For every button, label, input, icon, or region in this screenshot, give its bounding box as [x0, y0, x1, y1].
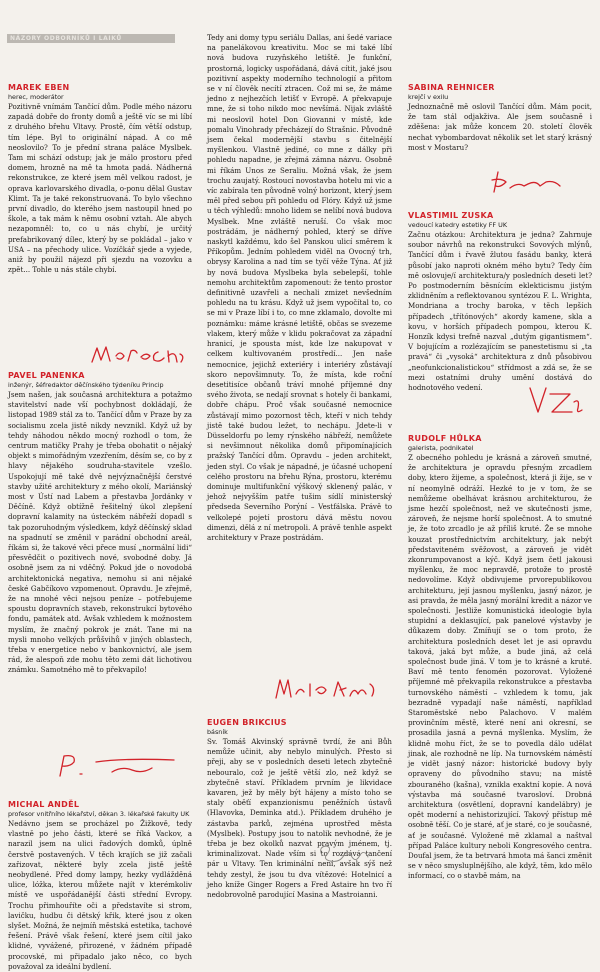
- signature-sabina-rehnicer: [488, 168, 568, 196]
- contributor-text: Jednoznačně mě oslovil Tančící dům. Mám pocit, že tam stál odjakživa. Ale jsem současně i zděšena: jak může koncem 20. století člověk nechat vybombardovat několik set let starý krásný most v Mostaru?: [408, 102, 592, 152]
- contributor-role: galerista, podnikatel: [408, 444, 474, 452]
- contributor-text: Začnu otázkou: Architektura je jedna? Zahrnuje soubor návrhů na rekonstrukci Sovových mlýnů, Tančící dům i řvavě žlutou fasádu banky, která působí jako naproti okném mého bytu? Tedy čím mě oslovuje/í architektura/y posledních deseti let? Po postmoderním běsnícím eklekticismu jistým zklidněním a reflektovanou syntézou F. L. Wrighta, Mondriana a trochy baroka, v těch lepších případech „třítónových“ akordy kamene, skla a kovu, v horších případech pompou, kterou K. Honzík kdysi trefně nazval „dutým gigantismem“. V bojujícím a rozlézajícím se panestetismu si „ta pravá“ či „vysoká“ architektura z dnů působivou „neofunkcionalistickou“ střídmost a zdá se, že se mezi ostatními druhy umění dostává do hodnotového vedení.: [408, 230, 592, 393]
- contributor-text: Pozitivně vnímám Tančící dům. Podle mého názoru zapadá dobře do fronty domů a ještě víc se mi líbí z druhého břehu Vltavy. Prostě, čím větší odstup, tím lépe. Byl to originální nápad. A co mě neoslovilo? To je přední strana paláce Myslbek. Tam mi schází odstup; jak je málo prostoru před domem, hrozně na mě ta hmota padá. Nádherná rekonstrukce, ze které jsem měl velkou radost, je oprava karlovarského divadla, o-ponu dělal Gustav Klimt. Ta je také rekonstruovaná. To bylo všechno první divadlo, do kterého jsem nastoupil hned po škole, a tak mám k němu osobní vztah. Ale abych nezapomněl: to, co u nás chybí, je určitý prefabrikovaný dílec, který by se pokládal – jako v USA – na přechody ulice. Vozíčkář sjede a vyjede, aniž by použil nájezd při sjezdu na vozovku a zpět... Tohle u nás stále chybí.: [8, 102, 192, 275]
- contributor-name: EUGEN BRIKCIUS: [207, 718, 287, 727]
- contributor-pavel-panenka: [8, 371, 192, 747]
- contributor-sabina-rehnicer: [408, 83, 592, 154]
- contributor-text: Sv. Tomáš Akvinský správně tvrdí, že ani Bůh nemůže učinit, aby nebylo minulých. Přesto si přeji, aby se v posledních deseti letech zbytečně nebouralo, což je ještě větší zlo, než když se zbytečně staví. Příkladem prvním je likvidace kavaren, jež by měly být hájeny a místo toho se staly oběťí expanzionismu peněžních ústavů (Hlavovka, Deminka atd.). Příkladem druhého je zástavba parků, zejména uprostřed města (Myslbek). Postupy jsou to natolik nevhodné, že je třeba je bez okolků nazvat pravým jménem, tj. kriminalizovat. Nade vším si to rozdává tančení pár u Vltavy. Ten kriminální není, avšak sýš než tehdy zestyl, že jsou tu dva vítězové: Hotelnicí a jeho kníže Ginger Rogers a Fred Astaire hn tvo ří nedobrovolně parodující Masina a Mastroianni.: [207, 737, 392, 900]
- contributor-text: Tedy ani domy typu seriálu Dallas, ani šedé variace na panelákovou kreativitu. Moc se mi také líbí nová budova ruzyňského letiště. Je funkční, prostorná, logicky uspořádaná, dává cítit, jaké jsou pozitivní aspekty moderního technologií a přitom se v ní člověk necítí ztracen. Což mi se, že máme jedno z nejhezčích letišť v Evropě. A překvapuje mne, že si toho nikdo moc nevšímá. Nijak zvláště mi neoslovil hotel Don Giovanni v místě, kde pomalu Vinohrady přecházejí do Strašnic. Původně jsem čekal modernější stavbu s čitelnější myšlenkou. Vlastně jediné, co mne z dálky při pohledu napadne, je zřejmá zámna názvu. Osobně mi říkám Unos ze Seraliu. Možná však, že jsem trochu zaujatý. Rostoucí novostavba hotelu mi vic a víc zabírala ten původně volný horizont, který jsem měl před sebou při pohledu od Flóry. Když už jsme u těch výhledů: mnoho lidem se nelíbí nová budova Myslbek. Mne zvláště neruší. Co však moc postrádám, je nádherný pohled, který se dříve naskytl každému, kdo šel Panskou ulicí směrem k Příkopům. Jedním pohledem viděl na Ovocný trh, obrysy Karolina a nad tím se tyčí věže Týna. Ať již by nová budova Myslbeka byla sebelepší, tohle nemohu architektům zapomenout: že tento prostor definitivně uzavřeli a nechali zmizet nevšedním pohledu na tu krásu. Když už jsem vypočítal to, co se mi v Praze líbí i to, co mne zklamalo, dovolte mi poznámku: máme krásné letiště, občas se svezeme vlakem, který může v klidu pokračovat za západní hranicí, je spousta míst, kde lze nakupovat v celkem kultivovaném prostředí... Jen naše nemocnice, jejichž exteriéry i interiéry zůstávají skoro nepovšimnuty. To, že místa, kde roční desetitisíce občanů tráví mnohé příjemné dny svého života, se nedají srovnat s hotely či bankami, dobře chápu. Proč však současné nemocnice zůstávají mimo pozornost těch, kteří v nich tehdy jistě také budou ležet, to nechápu. Jdete-li v Düsseldorfu po lemy rýnského nábřeží, nemůžete si nevšimnout několika domů připomínajících pražský Tančící dům. Opravdu – jeden architekt, jeden styl. Co však je nápadné, je účasné uchopení celého prostoru na břehu Rýna, prostoru, kterému dominuje multifunkční výškový sklenený palác, v jehož nejvyšším patře tušim sídlí ministerský předseda Severního Porýní – Vestfálska. Právě to velkolepé pojetí prostoru dává městu novou dimenzi, dělá z ní metropoli. A právě tenhle aspekt architektury v Praze postrádám.: [207, 33, 392, 542]
- signature-vlastimil-zuska: [526, 384, 586, 418]
- contributor-michal-andel-continued: [207, 33, 392, 666]
- contributor-name: MICHAL ANDĚL: [8, 800, 80, 809]
- contributor-rudolf-hulka: [408, 434, 592, 897]
- contributor-name: SABINA REHNICER: [408, 83, 495, 92]
- contributor-text: Jsem našen, jak současná architektura a potažmo stavitelství nade vší pochybnost dokládají, že listopad 1989 stál za to. Tančící dům v Praze by za socialismu zcela jistě nikdy nevznikl. Když už by tehdy náhodou někdo mocný rozhodl o tom, že centrum matičky Prahy je třeba obohatit o nějaký objekt s mimořádným vzezřením, děsím se, co by z hlavy nějakého soudruha-stavitele vzešlo. Uspokojují mě také dvě nejvýznačnější čerstvé stavby užité architektury z mého okolí, Mariánský most v Ústí nad Labem a přestavba Jordánky v Děčíně. Když obtížně řešitelný úkol zlepšení dopravní kalamity na ústeckém nábřeží dopadl s tak pozoruhodným výsledkem, když děčínský sklad na spadnutí se změnil v parádní obchodní areál, říkám si, že takové věci přece musí „normální lidi“ přesvědčit o pozitivech nové, svobodné doby. Já osobně jsem za ni vděčný. Pokud jde o novodobá architektonická negativa, nemohu si ani nějaké české Gabčíkovo vzpomenout. Opravdu. Je zřejmě, že na mnohé věci nejsou peníze – potřebujeme spoustu dopravních staveb, rekonstrukcí bytového fondu, památek atd. Avšak vzhledem k možnostem myslím, že značný pokrok je znát. Tane mi na mysli mnoho velkých průšvihů v jiných oblastech, třeba v energetice nebo v bankovnictví, ale jsem rád, že alespoň zde mohu těto zemi dát lichotivou známku. Samotného mě to překvapilo!: [8, 390, 192, 675]
- contributor-michal-andel: [8, 800, 192, 971]
- contributor-name: VLASTIMIL ZUSKA: [408, 211, 494, 220]
- signature-michal-andel: [272, 672, 382, 702]
- contributor-role: inženýr, šéfredaktor děčínského týdeníku Princip: [8, 381, 164, 389]
- contributor-role: herec, moderátor: [8, 93, 64, 101]
- signature-pavel-panenka: [52, 750, 182, 780]
- section-header: NÁZORY ODBORNÍKŮ I LAIKŮ: [7, 34, 175, 43]
- contributor-name: MAREK EBEN: [8, 83, 70, 92]
- contributor-role: vedoucí katedry estetiky FF UK: [408, 221, 508, 229]
- contributor-vlastimil-zuska: [408, 211, 592, 392]
- contributor-role: básník: [207, 728, 228, 736]
- contributor-name: RUDOLF HŮLKA: [408, 434, 482, 443]
- signature-eugen-brikcius: [316, 843, 376, 865]
- contributor-role: profesor vnitřního lékařství, děkan 3. lékařské fakulty UK: [8, 810, 190, 818]
- contributor-marek-eben: [8, 83, 192, 346]
- contributor-eugen-brikcius: [207, 718, 392, 900]
- contributor-text: Z obecného pohledu je krásná a zároveň smutné, že architektura je opravdu přesným zrcadlem doby, ktero žijeme, a společnost, která ji žije, se v ní neomylně odráží. Hezké to je v tom, že se nemůžeme obelhávat krásnou architekturou, že jsme hezčí společnost, než ve skutečnosti jsme, zároveň, že nejsme horší společnost. A to smutné je, že toto zrcadlo je až příliš kruté. Že se mnohe kouzat prostřednictvím architektury, jak nebýt představiteném svěžovost, a zároveň je vidět zkonrumpovanost a kýč. Když jsem četl jakousi myšlenku, že moc nepravdě, protože to prostě nedovolíme. Když obdivujeme prvorepublikovou architekturu, její jasnou myšlenku, jasný názor, je asi pravda, že měla jasný morální kredit a názor ve společnosti. Jestliže komunistická ideologie byla stupidní a deklasující, pak panelové výstavby je důkazem doby. Zmíňují se o tom proto, že architektura posledních deset let je asi opravdu taková, jaká byt může, a bude jiná, až celá společnost bude jiná. V tom je to krásné a kruté. Baví mě tento fenomén pozorovat. Vyložené příjemné mě překvapila rekonstrukce a přestavba turnovského náměstí – vzhledem k tomu, jak bezradně vypadají naše náměstí, například Staroměstské nebo Palachovo. V malém provinčním městě, které není ani okresní, se prosadila jasná a pevná myšlenka. Myslím, že klidně mohu říct, že se to povedla dálo udělat jinak, ale rozhodně ne líp. Na turnovském náměstí je vidět jasný názor: historické budovy byly opraveny do původního stavu; na místě zbouraného (kašna), vznikla exaktní kopie. A nová výstavba má současné tvarosloví. Drobná architektura (osvětlení, dopravní kandelábry) je opět moderní a nehistorizující. Takový přístup mě osobně těší. Co je staré, ať je staré, co je současné, ať je současné. Vyložené mě zklamal a naštval případ Paláce kultury neboli Kongresového centra. Doufal jsem, že ta betrvará hmota má šanci změnit se v něco smysluplnějšího, ale když, těm, kdo mělo informací, co o stavbě mám, na: [408, 453, 592, 881]
- contributor-role: krejčí v exilu: [408, 93, 449, 101]
- contributor-name: PAVEL PANENKA: [8, 371, 85, 380]
- signature-marek-eben: [88, 342, 188, 366]
- contributor-text: Nedávno jsem se procházel po Žižkově, tedy vlastně po jeho části, které se říká Vackov, a narazil jsem na ulici řadových domků, úplně čerstvě postavených. V těch krajích se již začali zařizovat, některé byly zcela jistě ještě neobydlené. Před domy lampy, hezky vydlážděná ulice, lóžka, kterou můžete najít v kterémkoliv místě ve uspořádanější části střední Evropy. Trochu přimhouříte oči a představíte si strom, lavičku, hudbu či dětský křik, které jsou z oken slyšet. Možná, že nejmíň městská estetika, tachové řešení. Právě však řešení, které jsem cítil jako klidné, vyvážené, přirozené, v žádném případě procovské, mi připadalo jako něco, co bych považoval za ideální bydlení.: [8, 819, 192, 971]
